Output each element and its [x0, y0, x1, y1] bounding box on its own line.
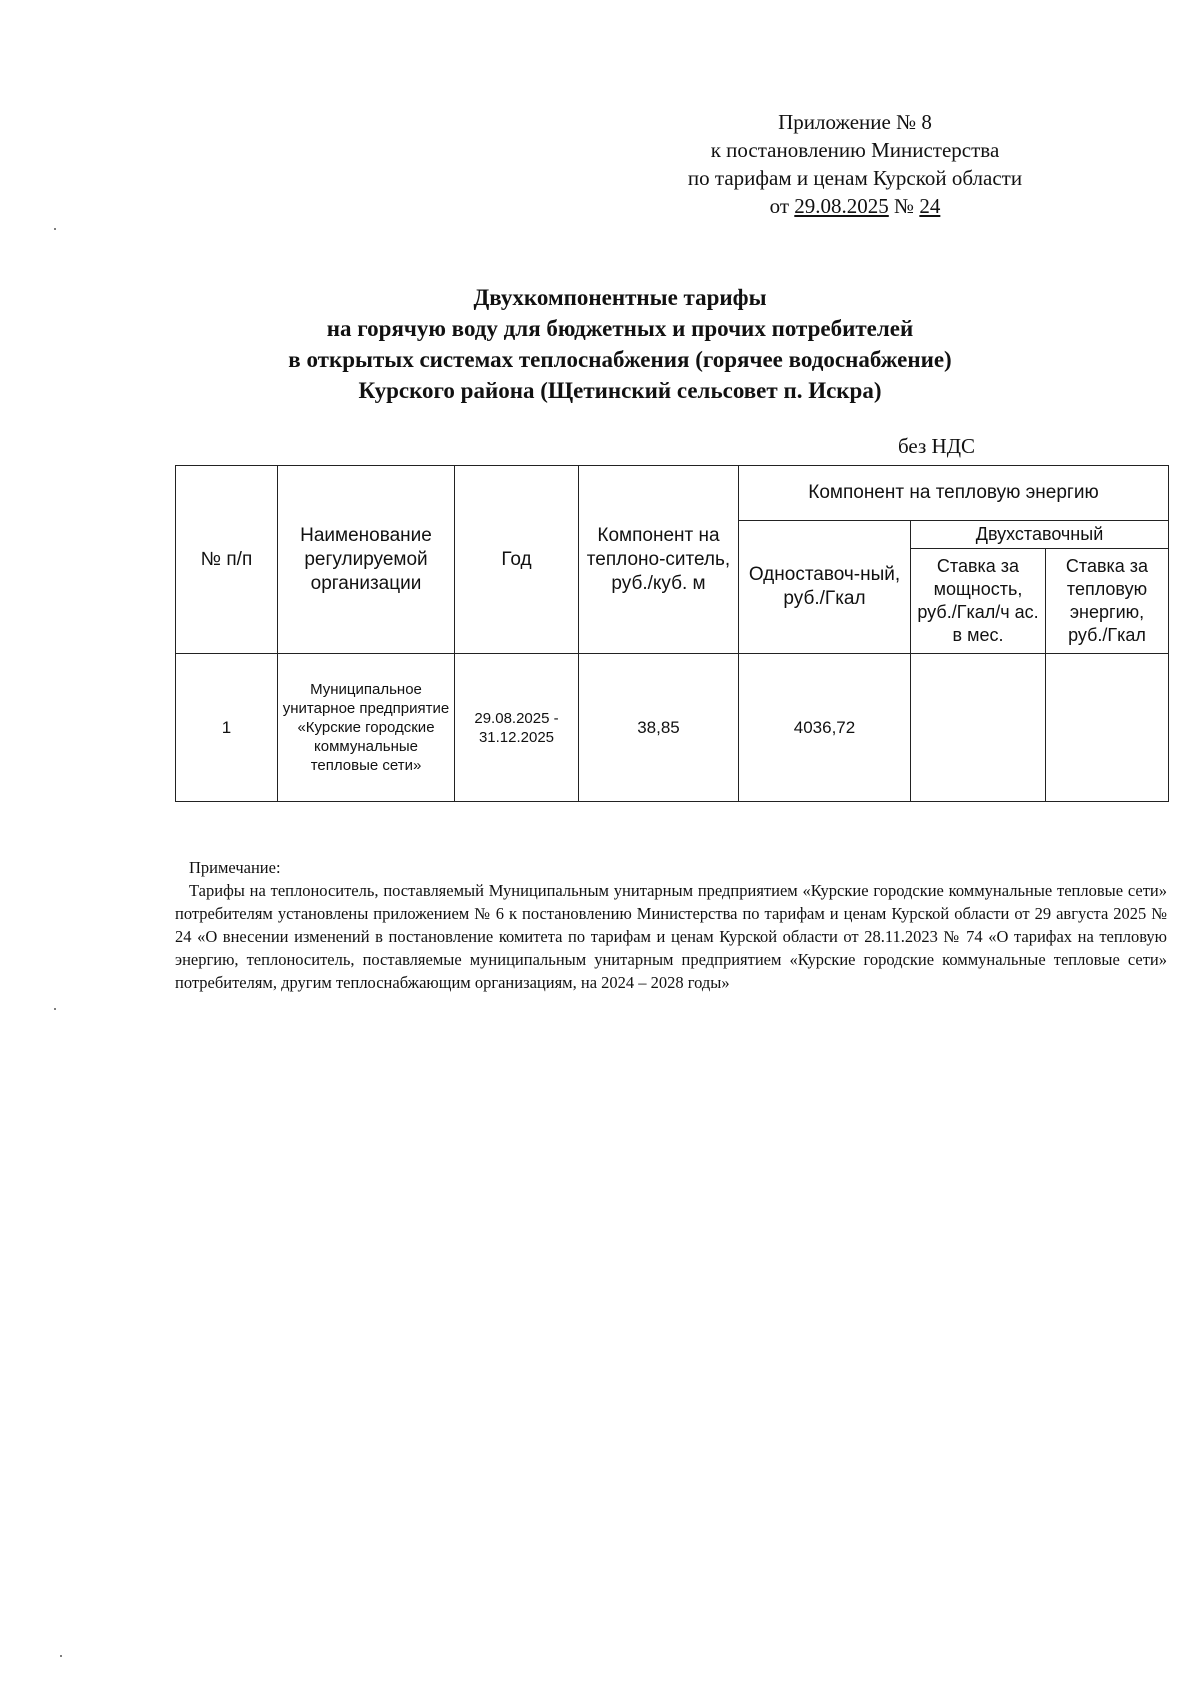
note-heading: Примечание: [189, 858, 281, 877]
table-row [176, 654, 1169, 802]
header-two-rate: Двухставочный [911, 521, 1169, 549]
header-single-rate: Одноставоч-ный, руб./Гкал [739, 521, 911, 654]
note-text: Тарифы на теплоноситель, поставляемый Муниципальным унитарным предприятием «Курские городские коммунальные тепловые сети» потребителям установлены приложением № 6 к постановлению Министерства по тарифам и ценам Курской области от 29 августа 2025 № 24 «О внесении изменений в постановление комитета по тарифам и ценам Курской области от 28.11.2023 № 74 «О тарифах на тепловую энергию, теплоноситель, поставляемые муниципальным унитарным предприятием «Курские городские коммунальные тепловые сети» потребителям, другим теплоснабжающим организациям, на 2024 – 2028 годы» [175, 881, 1167, 992]
appendix-line-2: к постановлению Министерства [710, 138, 1000, 162]
appendix-line-3: по тарифам и ценам Курской области [687, 166, 1023, 190]
appendix-line-1: Приложение № 8 [778, 110, 932, 134]
appendix-date-line [620, 192, 1090, 220]
title-line-4: Курского района (Щетинский сельсовет п. Искра) [358, 378, 882, 403]
row-heat-carrier: 38,85 [579, 654, 739, 802]
title-line-3: в открытых системах теплоснабжения (горячее водоснабжение) [288, 347, 952, 372]
row-number: 1 [176, 654, 278, 802]
note-section [175, 856, 1167, 994]
scan-speck [54, 228, 56, 230]
title-line-1: Двухкомпонентные тарифы [473, 285, 767, 310]
appendix-number: 24 [919, 194, 941, 218]
scan-speck [54, 1008, 56, 1010]
appendix-header [620, 108, 1090, 220]
header-energy-rate: Ставка за тепловую энергию, руб./Гкал [1046, 549, 1169, 654]
row-capacity-rate [911, 654, 1046, 802]
row-single-rate: 4036,72 [739, 654, 911, 802]
row-organization: Муниципальное унитарное предприятие «Курские городские коммунальные тепловые сети» [278, 654, 455, 802]
appendix-date: 29.08.2025 [794, 194, 889, 218]
header-capacity-rate: Ставка за мощность, руб./Гкал/ч ас. в мес. [911, 549, 1046, 654]
row-energy-rate [1046, 654, 1169, 802]
date-prefix: от [769, 194, 790, 218]
header-year: Год [455, 466, 579, 654]
header-organization: Наименование регулируемой организации [278, 466, 455, 654]
header-heat-energy: Компонент на тепловую энергию [739, 466, 1169, 521]
number-sign: № [894, 194, 915, 218]
header-number: № п/п [176, 466, 278, 654]
header-heat-carrier: Компонент на теплоно-ситель, руб./куб. м [579, 466, 739, 654]
title-line-2: на горячую воду для бюджетных и прочих потребителей [326, 316, 914, 341]
scan-speck [60, 1655, 62, 1657]
row-period: 29.08.2025 - 31.12.2025 [455, 654, 579, 802]
vat-note: без НДС [898, 434, 976, 458]
tariff-table [175, 465, 1169, 802]
document-title [170, 282, 1070, 406]
